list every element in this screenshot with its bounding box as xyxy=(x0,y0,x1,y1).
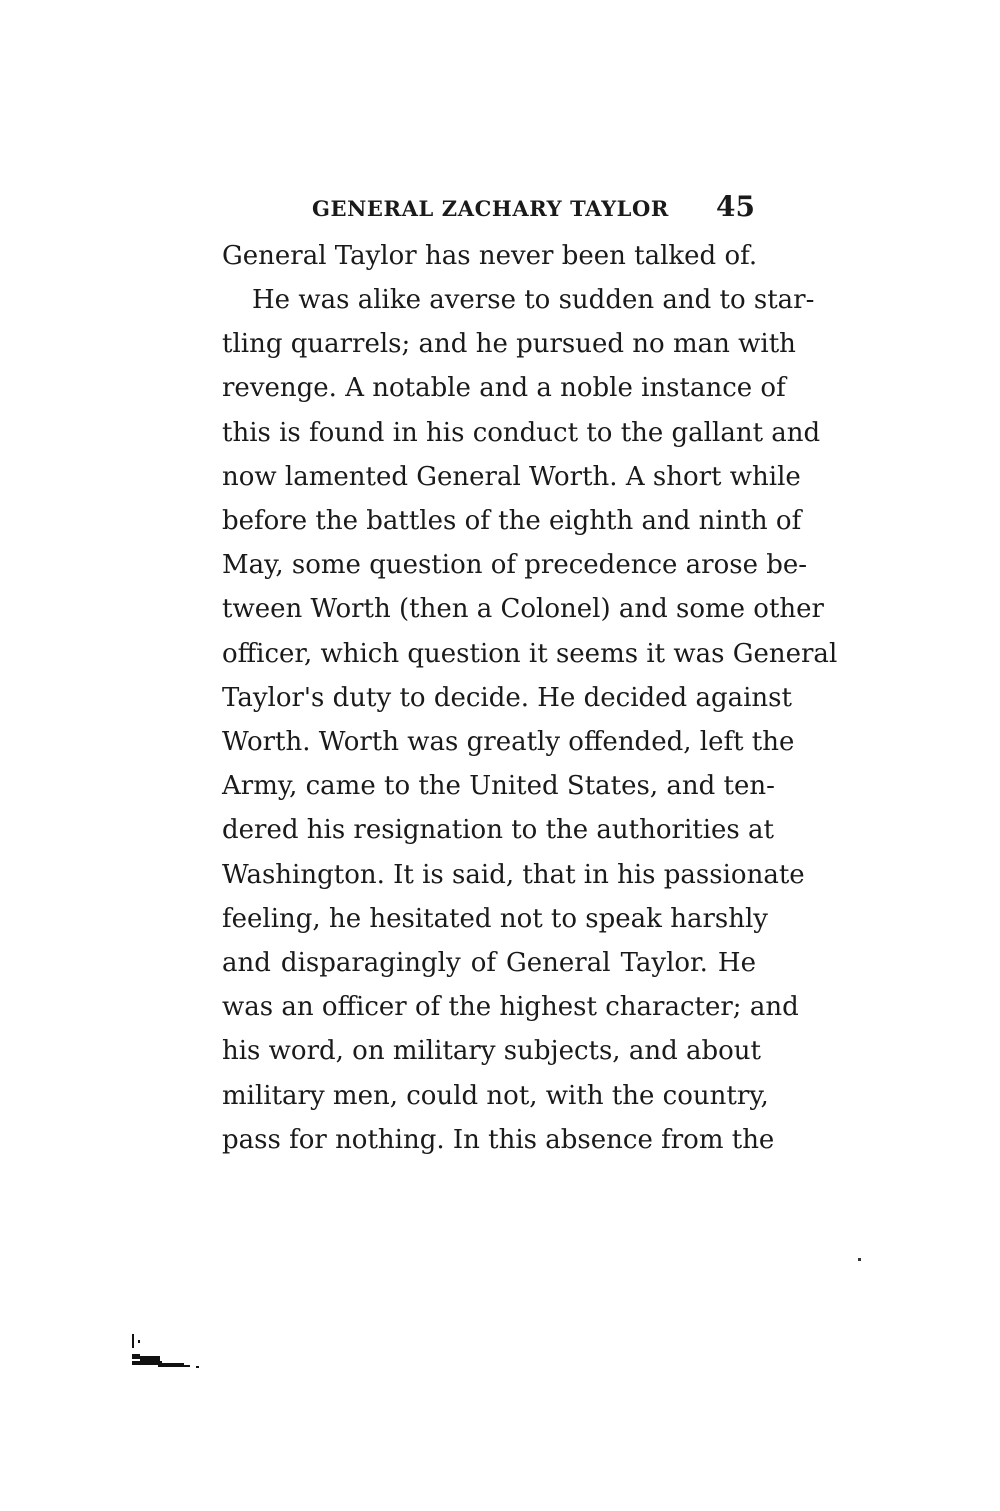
text-line: this is found in his conduct to the gallant and xyxy=(222,418,821,448)
text-line: tling quarrels; and he pursued no man with xyxy=(222,329,796,359)
text-line: and disparagingly of General Taylor. He xyxy=(222,948,756,978)
text-line: He was alike averse to sudden and to star- xyxy=(252,285,815,315)
text-line: Army, came to the United States, and ten- xyxy=(222,771,775,801)
text-line: pass for nothing. In this absence from the xyxy=(222,1125,775,1155)
scan-artifact-mark xyxy=(128,1330,208,1386)
text-line: Taylor's duty to decide. He decided against xyxy=(222,683,792,713)
text-line: dered his resignation to the authorities at xyxy=(222,815,774,845)
text-line: Worth. Worth was greatly offended, left the xyxy=(222,727,795,757)
text-line: tween Worth (then a Colonel) and some other xyxy=(222,594,824,624)
text-line: was an officer of the highest character; and xyxy=(222,992,799,1022)
text-line: revenge. A notable and a noble instance of xyxy=(222,373,786,403)
text-line: before the battles of the eighth and ninth of xyxy=(222,506,802,536)
text-line: Washington. It is said, that in his passionate xyxy=(222,860,805,890)
text-line: feeling, he hesitated not to speak harshly xyxy=(222,904,768,934)
page-number: 45 xyxy=(716,190,755,223)
running-head-title: GENERAL ZACHARY TAYLOR xyxy=(312,196,669,221)
text-line: officer, which question it seems it was General xyxy=(222,639,838,669)
text-line: May, some question of precedence arose be- xyxy=(222,550,808,580)
text-line: now lamented General Worth. A short while xyxy=(222,462,801,492)
text-line: his word, on military subjects, and about xyxy=(222,1036,761,1066)
scan-speck xyxy=(858,1258,861,1261)
text-line: General Taylor has never been talked of. xyxy=(222,241,758,271)
text-line: military men, could not, with the country, xyxy=(222,1081,769,1111)
